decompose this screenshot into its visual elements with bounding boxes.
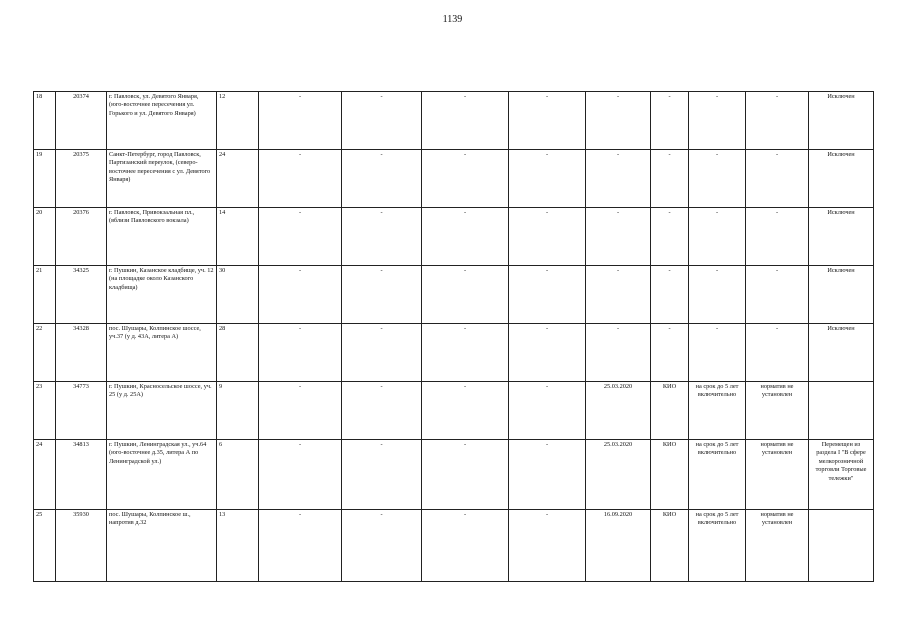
- dash-cell: -: [509, 266, 586, 324]
- dash-cell: -: [422, 208, 509, 266]
- dash-cell: -: [342, 440, 422, 510]
- note-cell: [809, 510, 874, 582]
- table-row: [34, 382, 874, 440]
- table-row: [34, 92, 874, 150]
- org-cell: -: [651, 266, 689, 324]
- term-cell: на срок до 5 лет включительно: [689, 382, 746, 440]
- dash-cell: -: [422, 324, 509, 382]
- area-cell: 24: [217, 150, 259, 208]
- object-id-cell: 34328: [56, 324, 107, 382]
- dash-cell: -: [422, 266, 509, 324]
- dash-cell: -: [259, 324, 342, 382]
- object-id-cell: 34773: [56, 382, 107, 440]
- dash-cell: -: [509, 324, 586, 382]
- table-row: [34, 324, 874, 382]
- row-number-cell: 23: [34, 382, 56, 440]
- page-number: 1139: [442, 14, 463, 25]
- dash-cell: -: [342, 510, 422, 582]
- norm-cell: -: [746, 92, 809, 150]
- norm-cell: -: [746, 208, 809, 266]
- area-cell: 9: [217, 382, 259, 440]
- note-cell: Исключен: [809, 324, 874, 382]
- norm-cell: норматив не установлен: [746, 440, 809, 510]
- row-number-cell: 22: [34, 324, 56, 382]
- area-cell: 6: [217, 440, 259, 510]
- table-row: [34, 208, 874, 266]
- row-number-cell: 20: [34, 208, 56, 266]
- org-cell: КИО: [651, 510, 689, 582]
- term-cell: на срок до 5 лет включительно: [689, 440, 746, 510]
- date-cell: -: [586, 150, 651, 208]
- term-cell: -: [689, 208, 746, 266]
- dash-cell: -: [422, 382, 509, 440]
- object-id-cell: 35930: [56, 510, 107, 582]
- table-row: [34, 440, 874, 510]
- area-cell: 13: [217, 510, 259, 582]
- term-cell: -: [689, 266, 746, 324]
- address-cell: пос. Шушары, Колпинское ш., напротив д.32: [107, 510, 217, 582]
- registry-table: [33, 91, 874, 582]
- note-cell: [809, 382, 874, 440]
- org-cell: КИО: [651, 440, 689, 510]
- norm-cell: норматив не установлен: [746, 382, 809, 440]
- dash-cell: -: [509, 382, 586, 440]
- address-cell: г. Павловск, ул. Девятого Января, (юго-восточнее пересечения ул. Горького и ул. Девятого Января): [107, 92, 217, 150]
- object-id-cell: 20376: [56, 208, 107, 266]
- note-cell: Перемещен из раздела I "В сфере мелкорозничной торговли Торговые тележки": [809, 440, 874, 510]
- row-number-cell: 21: [34, 266, 56, 324]
- note-cell: Исключен: [809, 266, 874, 324]
- table-row: [34, 150, 874, 208]
- date-cell: -: [586, 266, 651, 324]
- dash-cell: -: [342, 208, 422, 266]
- dash-cell: -: [259, 208, 342, 266]
- dash-cell: -: [342, 324, 422, 382]
- address-cell: г. Пушкин, Ленинградская ул., уч.64 (юго-восточнее д.35, литера А по Ленинградской ул.): [107, 440, 217, 510]
- norm-cell: -: [746, 150, 809, 208]
- dash-cell: -: [509, 150, 586, 208]
- dash-cell: -: [509, 440, 586, 510]
- term-cell: на срок до 5 лет включительно: [689, 510, 746, 582]
- object-id-cell: 34325: [56, 266, 107, 324]
- norm-cell: норматив не установлен: [746, 510, 809, 582]
- object-id-cell: 20375: [56, 150, 107, 208]
- date-cell: 25.03.2020: [586, 382, 651, 440]
- date-cell: 25.03.2020: [586, 440, 651, 510]
- date-cell: 16.09.2020: [586, 510, 651, 582]
- dash-cell: -: [259, 382, 342, 440]
- row-number-cell: 19: [34, 150, 56, 208]
- dash-cell: -: [342, 266, 422, 324]
- date-cell: -: [586, 208, 651, 266]
- area-cell: 12: [217, 92, 259, 150]
- dash-cell: -: [422, 510, 509, 582]
- object-id-cell: 20374: [56, 92, 107, 150]
- org-cell: -: [651, 92, 689, 150]
- term-cell: -: [689, 324, 746, 382]
- norm-cell: -: [746, 324, 809, 382]
- dash-cell: -: [509, 208, 586, 266]
- dash-cell: -: [259, 510, 342, 582]
- note-cell: Исключен: [809, 208, 874, 266]
- table-row: [34, 266, 874, 324]
- dash-cell: -: [422, 440, 509, 510]
- note-cell: Исключен: [809, 150, 874, 208]
- address-cell: пос. Шушары, Колпинское шоссе, уч.37 (у д. 43А, литера А): [107, 324, 217, 382]
- org-cell: -: [651, 150, 689, 208]
- area-cell: 14: [217, 208, 259, 266]
- dash-cell: -: [342, 150, 422, 208]
- dash-cell: -: [509, 510, 586, 582]
- org-cell: КИО: [651, 382, 689, 440]
- address-cell: г. Пушкин, Казанское кладбище, уч. 12 (на площадке около Казанского кладбища): [107, 266, 217, 324]
- dash-cell: -: [422, 92, 509, 150]
- row-number-cell: 18: [34, 92, 56, 150]
- dash-cell: -: [259, 150, 342, 208]
- note-cell: Исключен: [809, 92, 874, 150]
- table-row: [34, 510, 874, 582]
- address-cell: Санкт-Петербург, город Павловск, Партизанский переулок, (северо-восточнее пересечения с ул. Девятого Января): [107, 150, 217, 208]
- address-cell: г. Павловск, Привокзальная пл., (вблизи Павловского вокзала): [107, 208, 217, 266]
- dash-cell: -: [259, 92, 342, 150]
- dash-cell: -: [342, 382, 422, 440]
- norm-cell: -: [746, 266, 809, 324]
- org-cell: -: [651, 208, 689, 266]
- term-cell: -: [689, 150, 746, 208]
- dash-cell: -: [259, 440, 342, 510]
- area-cell: 30: [217, 266, 259, 324]
- address-cell: г. Пушкин, Красносельское шоссе, уч. 25 (у д. 25А): [107, 382, 217, 440]
- date-cell: -: [586, 324, 651, 382]
- object-id-cell: 34813: [56, 440, 107, 510]
- term-cell: -: [689, 92, 746, 150]
- dash-cell: -: [342, 92, 422, 150]
- dash-cell: -: [509, 92, 586, 150]
- area-cell: 28: [217, 324, 259, 382]
- dash-cell: -: [422, 150, 509, 208]
- dash-cell: -: [259, 266, 342, 324]
- org-cell: -: [651, 324, 689, 382]
- row-number-cell: 25: [34, 510, 56, 582]
- date-cell: -: [586, 92, 651, 150]
- row-number-cell: 24: [34, 440, 56, 510]
